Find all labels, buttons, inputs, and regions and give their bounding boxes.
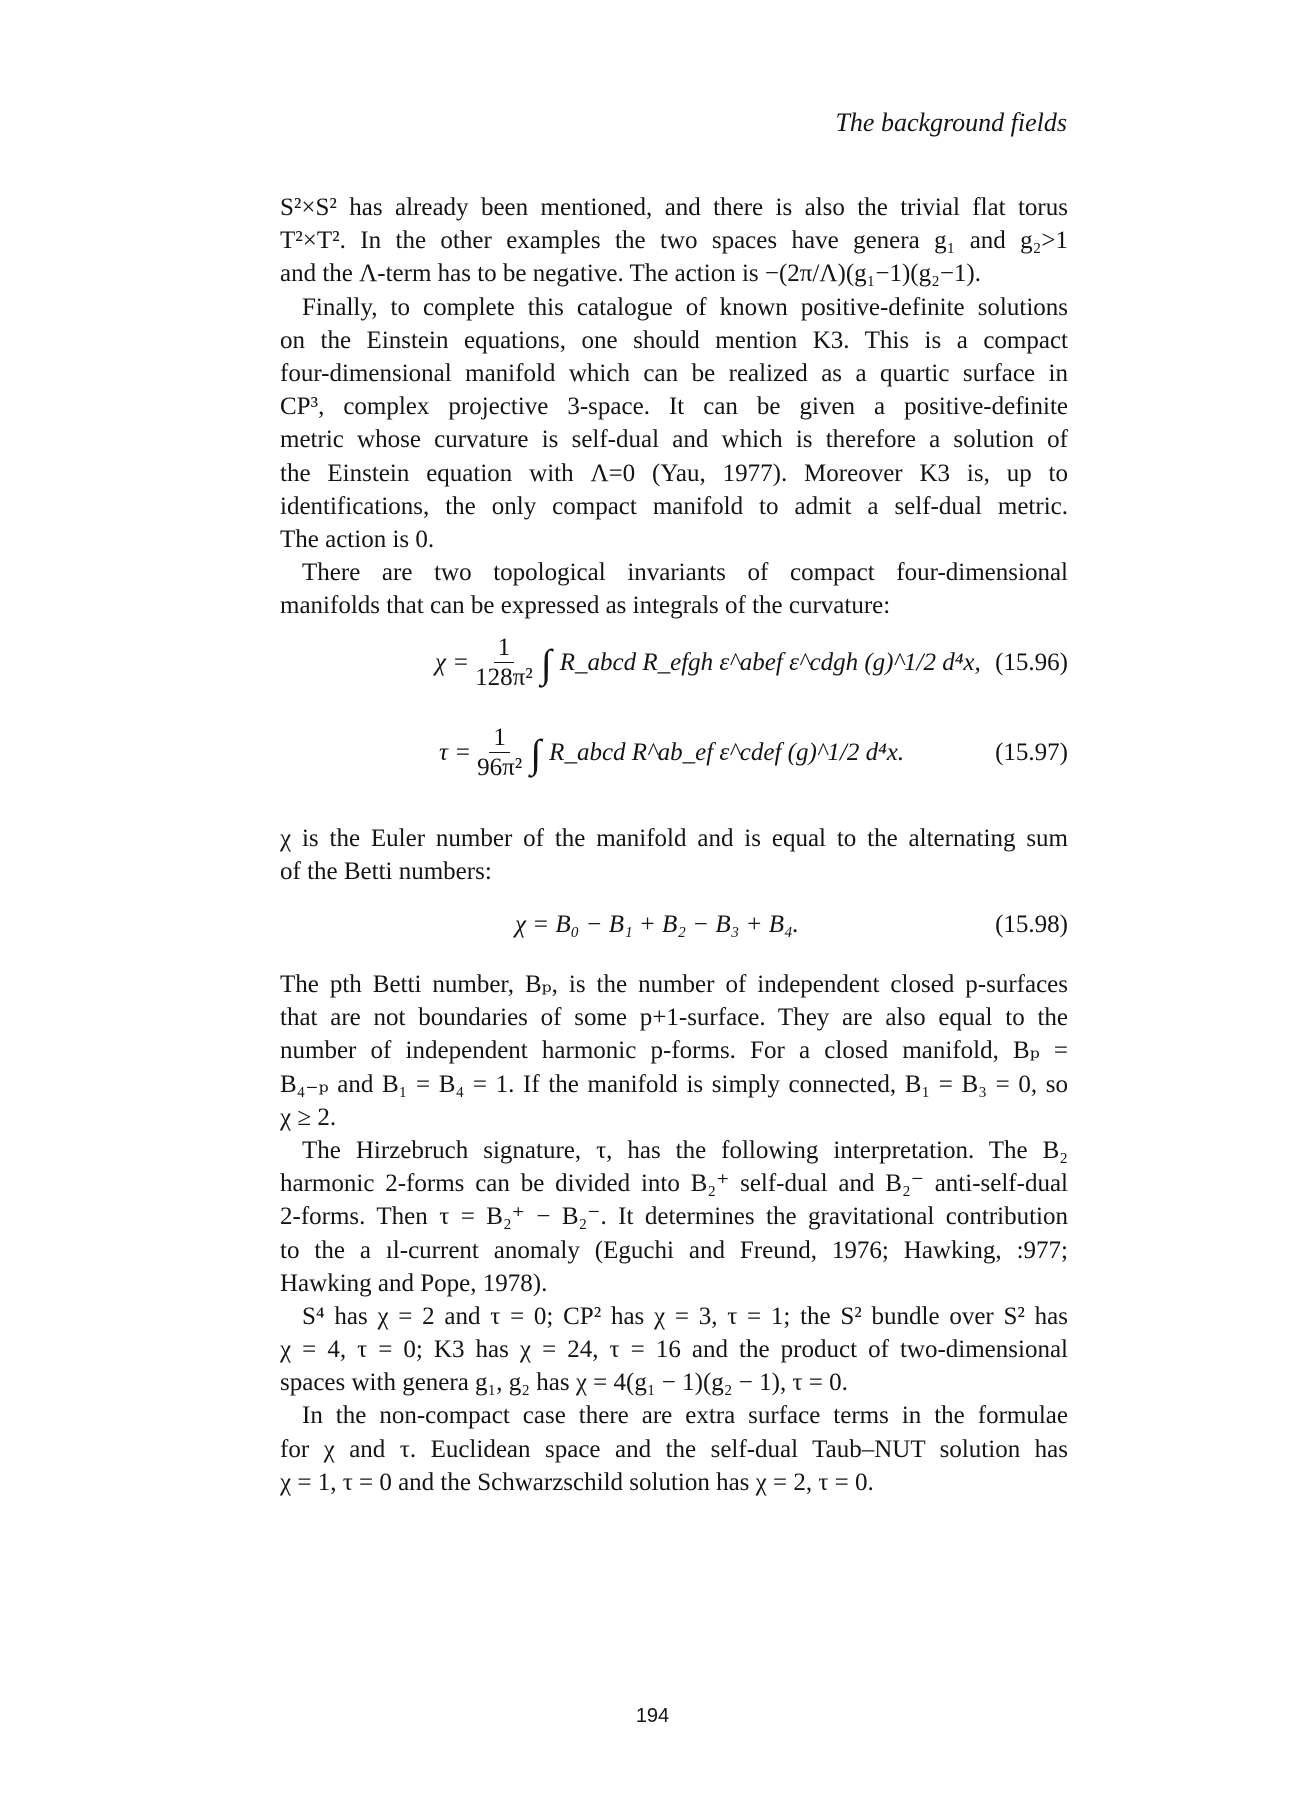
equation-lhs: τ = (439, 739, 472, 766)
denominator: 128π² (475, 663, 533, 691)
text-line: CP³, complex projective 3-space. It can be given a positive-definite (280, 393, 1068, 421)
equation-15-97 (280, 718, 1068, 788)
text-line: B₄₋ₚ and B₁ = B₄ = 1. If the manifold is simply connected, B₁ = B₃ = 0, so (280, 1070, 1068, 1098)
text-line: T²×T². In the other examples the two spaces have genera g₁ and g₂>1 (280, 227, 1068, 255)
text-line: number of independent harmonic p-forms. For a closed manifold, Bₚ = (280, 1037, 1068, 1065)
paragraph-block-2 (280, 822, 1068, 888)
text-line: The action is 0. (280, 525, 435, 553)
numerator: 1 (489, 724, 510, 753)
text-line: S²×S² has already been mentioned, and there is also the trivial flat torus (280, 194, 1068, 221)
paragraph-block-3 (280, 968, 1068, 1499)
fraction (475, 634, 533, 693)
text-line: to the a ıl-current anomaly (Eguchi and Freund, 1976; Hawking, :977; (280, 1236, 1068, 1264)
text-line: metric whose curvature is self-dual and which is therefore a solution of (280, 426, 1068, 454)
text-line: The Hirzebruch signature, τ, has the following interpretation. The B₂ (302, 1136, 1068, 1164)
text-line: χ ≥ 2. (280, 1103, 337, 1131)
text-line: χ = 4, τ = 0; K3 has χ = 24, τ = 16 and the product of two-dimensional (280, 1336, 1068, 1364)
text-line: χ = 1, τ = 0 and the Schwarzschild solution has χ = 2, τ = 0. (280, 1468, 874, 1496)
text-line: and the Λ-term has to be negative. The action is −(2π/Λ)(g₁−1)(g₂−1). (280, 260, 982, 288)
page-number: 194 (635, 1705, 670, 1727)
text-line: χ is the Euler number of the manifold and is equal to the alternating sum (280, 825, 1068, 852)
denominator: 96π² (477, 753, 523, 781)
text-line: for χ and τ. Euclidean space and the self-dual Taub–NUT solution has (280, 1435, 1068, 1463)
text-line: harmonic 2-forms can be divided into B₂⁺ self-dual and B₂⁻ anti-self-dual (280, 1170, 1068, 1198)
integral-sign: ∫ (540, 640, 552, 686)
text-line: Hawking and Pope, 1978). (280, 1269, 548, 1297)
text-line: on the Einstein equations, one should mention K3. This is a compact (280, 326, 1068, 354)
text-line: The pth Betti number, Bₚ, is the number of independent closed p-surfaces (280, 971, 1068, 998)
text-line: manifolds that can be expressed as integrals of the curvature: (280, 592, 891, 620)
equation-15-96 (280, 628, 1068, 698)
equation-number: (15.98) (995, 911, 1068, 938)
equation-lhs: χ = (435, 649, 470, 676)
numerator: 1 (494, 634, 515, 663)
equation-number: (15.96) (995, 649, 1068, 676)
integrand: R_abcd R_efgh ε^abef ε^cdgh (g)^1/2 d⁴x, (559, 649, 981, 676)
text-line: In the non-compact case there are extra surface terms in the formulae (302, 1402, 1068, 1430)
running-header: The background fields (835, 108, 1067, 137)
fraction (477, 724, 522, 783)
text-line: spaces with genera g₁, g₂ has χ = 4(g₁ − 1)(g₂ − 1), τ = 0. (280, 1369, 848, 1397)
text-line: There are two topological invariants of compact four-dimensional (302, 559, 1068, 587)
equation-number: (15.97) (995, 739, 1068, 766)
equation-expression: χ = B₀ − B₁ + B₂ − B₃ + B₄. (515, 911, 799, 938)
text-line: that are not boundaries of some p+1-surface. They are also equal to the (280, 1004, 1068, 1032)
text-line: identifications, the only compact manifold to admit a self-dual metric. (280, 492, 1068, 520)
integrand: R_abcd R^ab_ef ε^cdef (g)^1/2 d⁴x. (549, 739, 905, 766)
equation-15-98 (280, 890, 1068, 960)
text-line: of the Betti numbers: (280, 858, 492, 886)
text-line: S⁴ has χ = 2 and τ = 0; CP² has χ = 3, τ = 1; the S² bundle over S² has (302, 1302, 1068, 1330)
paragraph-block-1 (280, 191, 1068, 622)
integral-sign: ∫ (530, 730, 542, 776)
text-line: four-dimensional manifold which can be realized as a quartic surface in (280, 359, 1068, 387)
text-line: 2-forms. Then τ = B₂⁺ − B₂⁻. It determines the gravitational contribution (280, 1203, 1068, 1231)
text-line: the Einstein equation with Λ=0 (Yau, 1977). Moreover K3 is, up to (280, 459, 1068, 487)
text-line: Finally, to complete this catalogue of known positive-definite solutions (302, 293, 1068, 321)
